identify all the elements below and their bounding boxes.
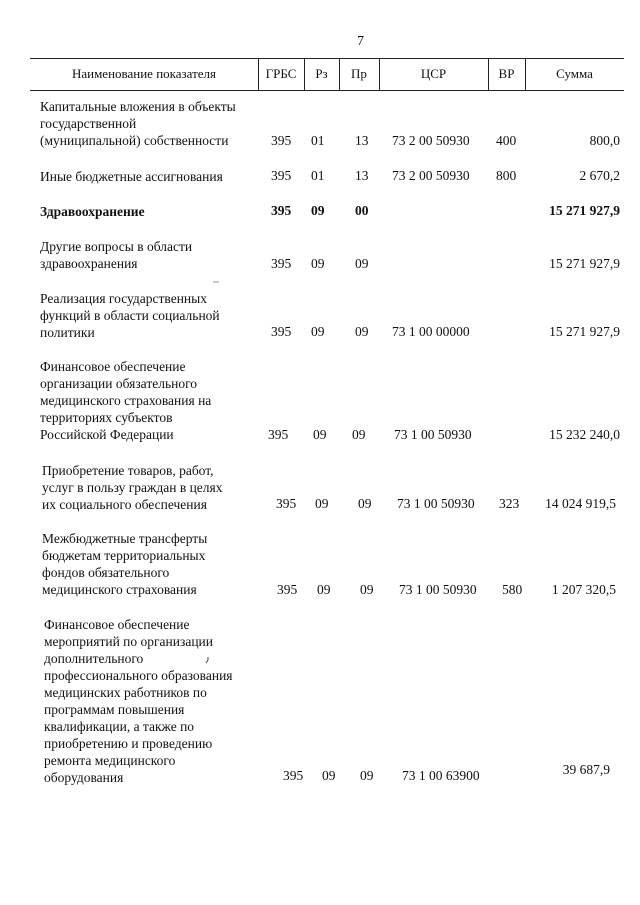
table-header-bottom-border (30, 90, 624, 91)
row-csr: 73 2 00 50930 (392, 168, 470, 183)
scan-mark-dash (213, 280, 221, 284)
row-name: Межбюджетные трансферты бюджетам территориальных фондов обязательного медицинского страхования (42, 531, 208, 597)
row-sum: 800,0 (589, 133, 620, 148)
row-sum: 2 670,2 (579, 168, 620, 183)
row-vr: 400 (496, 133, 517, 148)
row-pr: 09 (360, 582, 374, 597)
row-name: Реализация государственных функций в области социальной политики (40, 291, 220, 340)
row-grbs: 395 (277, 582, 298, 597)
row-sum: 14 024 919,5 (545, 496, 616, 511)
row-csr: 73 1 00 63900 (402, 768, 480, 783)
row-pr: 09 (352, 427, 366, 442)
header-vr: ВР (498, 66, 515, 81)
row-rz: 09 (313, 427, 327, 442)
row-grbs: 395 (271, 168, 292, 183)
row-grbs: 395 (271, 133, 292, 148)
row-grbs: 395 (268, 427, 289, 442)
row-pr: 13 (355, 168, 369, 183)
header-pr: Пр (351, 66, 367, 81)
header-sum: Сумма (556, 66, 593, 81)
row-sum: 15 232 240,0 (549, 427, 620, 442)
row-grbs: 395 (271, 256, 292, 271)
row-rz: 09 (311, 203, 325, 218)
row-rz: 09 (315, 496, 329, 511)
row-rz: 09 (317, 582, 331, 597)
row-sum: 15 271 927,9 (549, 256, 620, 271)
scan-mark-comma (205, 656, 211, 664)
row-name: Капитальные вложения в объекты государственной (муниципальной) собственности (40, 99, 236, 148)
row-rz: 01 (311, 133, 325, 148)
row-pr: 00 (355, 203, 369, 218)
row-sum: 15 271 927,9 (549, 324, 620, 339)
row-name: Финансовое обеспечение мероприятий по организации дополнительного профессионального образования медицинских работников по программам повышения квалификации, а также по приобретению и проведению ремонта медицинского оборудования (44, 617, 233, 785)
row-csr: 73 1 00 00000 (392, 324, 470, 339)
row-csr: 73 1 00 50930 (397, 496, 475, 511)
row-vr: 800 (496, 168, 517, 183)
row-grbs: 395 (276, 496, 297, 511)
row-name: Иные бюджетные ассигнования (40, 169, 223, 184)
row-vr: 580 (502, 582, 523, 597)
row-name: Здравоохранение (40, 204, 145, 219)
row-vr: 323 (499, 496, 520, 511)
row-grbs: 395 (271, 324, 292, 339)
row-sum: 39 687,9 (562, 762, 610, 777)
row-sum: 15 271 927,9 (549, 203, 620, 218)
header-name: Наименование показателя (71, 66, 217, 81)
row-csr: 73 1 00 50930 (394, 427, 472, 442)
row-csr: 73 1 00 50930 (399, 582, 477, 597)
row-name: Финансовое обеспечение организации обязательного медицинского страхования на территориях субъектов Российской Федерации (40, 359, 212, 442)
row-grbs: 395 (271, 203, 292, 218)
page-number: 7 (357, 34, 364, 49)
row-pr: 09 (355, 256, 369, 271)
row-grbs: 395 (283, 768, 304, 783)
row-name: Другие вопросы в области здравоохранения (40, 239, 193, 271)
row-sum: 1 207 320,5 (551, 582, 616, 597)
row-name: Приобретение товаров, работ, услуг в пользу граждан в целях их социального обеспечения (42, 463, 223, 512)
row-rz: 01 (311, 168, 325, 183)
row-pr: 09 (360, 768, 374, 783)
row-rz: 09 (311, 324, 325, 339)
row-rz: 09 (322, 768, 336, 783)
row-pr: 09 (355, 324, 369, 339)
row-pr: 13 (355, 133, 369, 148)
row-pr: 09 (358, 496, 372, 511)
row-csr: 73 2 00 50930 (392, 133, 470, 148)
header-rz: Рз (315, 66, 328, 81)
table-top-border (30, 58, 624, 59)
header-csr: ЦСР (420, 66, 447, 81)
row-rz: 09 (311, 256, 325, 271)
header-grbs: ГРБС (265, 66, 297, 81)
